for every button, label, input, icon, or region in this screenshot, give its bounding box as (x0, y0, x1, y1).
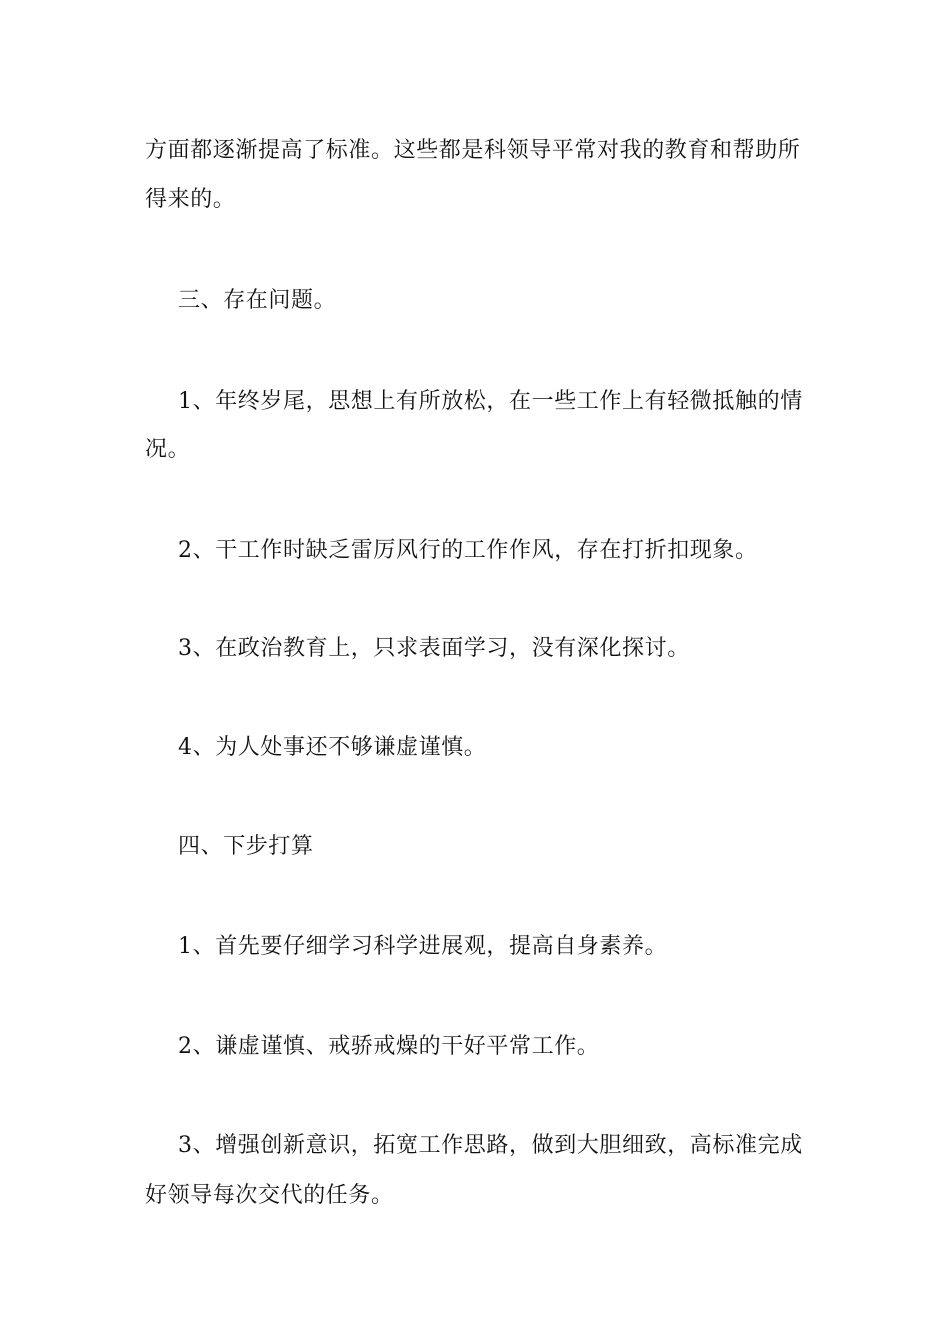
plan-item-3-line-1: 3、增强创新意识，拓宽工作思路，做到大胆细致，高标准完成 (178, 1133, 803, 1158)
problem-item-1-line-1: 1、年终岁尾，思想上有所放松，在一些工作上有轻微抵触的情 (178, 389, 803, 414)
plan-item-3-line-2: 好领导每次交代的任务。 (145, 1183, 394, 1208)
section-heading-problems: 三、存在问题。 (178, 288, 337, 313)
plan-item-2: 2、谦虚谨慎、戒骄戒燥的干好平常工作。 (178, 1034, 600, 1059)
problem-item-2: 2、干工作时缺乏雷厉风行的工作作风，存在打折扣现象。 (178, 538, 758, 563)
plan-item-1: 1、首先要仔细学习科学进展观，提高自身素养。 (178, 934, 668, 959)
paragraph-1-line-1: 方面都逐渐提高了标准。这些都是科领导平常对我的教育和帮助所 (145, 138, 801, 163)
problem-item-3: 3、在政治教育上，只求表面学习，没有深化探讨。 (178, 636, 690, 661)
section-heading-next-steps: 四、下步打算 (178, 834, 314, 859)
paragraph-1-line-2: 得来的。 (145, 187, 236, 212)
problem-item-1-line-2: 况。 (145, 437, 191, 462)
problem-item-4: 4、为人处事还不够谦虚谨慎。 (178, 735, 487, 760)
